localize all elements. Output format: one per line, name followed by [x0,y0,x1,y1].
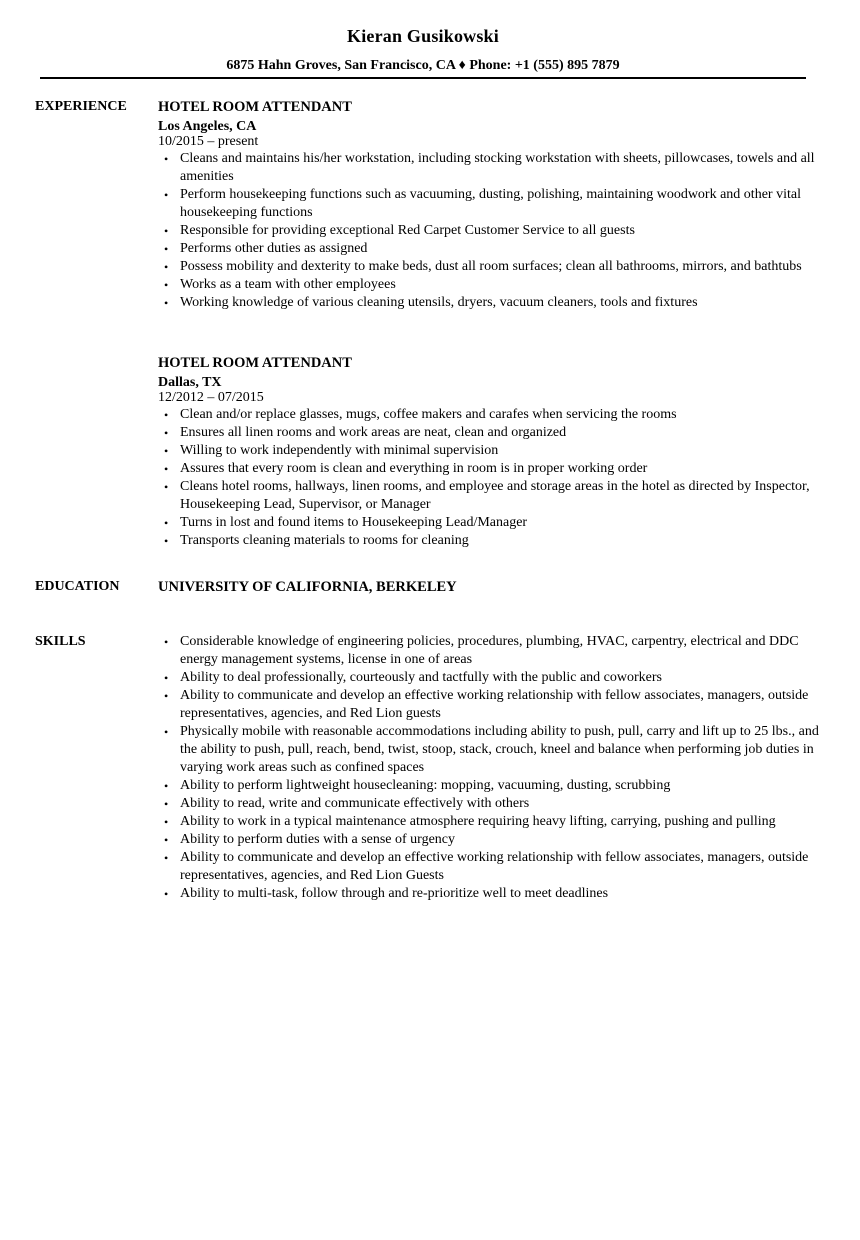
list-item: • Ability to multi-task, follow through and re-prioritize well to meet deadlines [180,885,820,903]
school-name: UNIVERSITY OF CALIFORNIA, BERKELEY [158,579,457,595]
list-item: • Transports cleaning materials to rooms for cleaning [180,532,820,550]
job-dates: 12/2012 – 07/2015 [158,390,264,405]
list-item: • Performs other duties as assigned [180,240,820,258]
candidate-name: Kieran Gusikowski [347,26,499,46]
list-item: • Possess mobility and dexterity to make beds, dust all room surfaces; clean all bathrooms, mirrors, and bathtubs [180,258,820,276]
list-item: • Perform housekeeping functions such as vacuuming, dusting, polishing, maintaining woodwork and other vital housekeeping functions [180,186,820,222]
list-item: • Physically mobile with reasonable accommodations including ability to push, pull, carry and lift up to 25 lbs., and the ability to push, pull, reach, bend, twist, stoop, stack, crouch, kneel and balance when performing job duties in varying work areas such as confined spaces [180,723,820,777]
section-label-skills: SKILLS [35,634,86,649]
list-item: • Clean and/or replace glasses, mugs, coffee makers and carafes when servicing the rooms [180,406,820,424]
list-item: • Ability to communicate and develop an effective working relationship with fellow associates, managers, outside representatives, agencies, and Red Lion Guests [180,849,820,885]
job-duties-list [180,406,820,550]
list-item: • Ability to perform duties with a sense of urgency [180,831,820,849]
job-duties-list [180,150,820,312]
list-item: • Ability to deal professionally, courteously and tactfully with the public and coworkers [180,669,820,687]
list-item: • Considerable knowledge of engineering policies, procedures, plumbing, HVAC, carpentry, electrical and DDC energy management systems, license in one of areas [180,633,820,669]
list-item: • Ability to communicate and develop an effective working relationship with fellow associates, managers, outside representatives, agencies, and Red Lion guests [180,687,820,723]
list-item: • Working knowledge of various cleaning utensils, dryers, vacuum cleaners, tools and fixtures [180,294,820,312]
list-item: • Responsible for providing exceptional Red Carpet Customer Service to all guests [180,222,820,240]
job-title: HOTEL ROOM ATTENDANT [158,99,352,115]
job-location: Los Angeles, CA [158,119,257,134]
list-item: • Willing to work independently with minimal supervision [180,442,820,460]
job-dates: 10/2015 – present [158,134,259,149]
section-label-experience: EXPERIENCE [35,99,127,114]
job-location: Dallas, TX [158,375,222,390]
contact-line: 6875 Hahn Groves, San Francisco, CA ♦ Phone: +1 (555) 895 7879 [226,58,620,73]
skills-list [180,633,820,903]
list-item: • Works as a team with other employees [180,276,820,294]
list-item: • Cleans and maintains his/her workstation, including stocking workstation with sheets, pillowcases, towels and all amenities [180,150,820,186]
list-item: • Ability to read, write and communicate effectively with others [180,795,820,813]
header-divider [40,77,806,79]
list-item: • Turns in lost and found items to Housekeeping Lead/Manager [180,514,820,532]
list-item: • Assures that every room is clean and everything in room is in proper working order [180,460,820,478]
list-item: • Ability to work in a typical maintenance atmosphere requiring heavy lifting, carrying, pushing and pulling [180,813,820,831]
list-item: • Ability to perform lightweight housecleaning: mopping, vacuuming, dusting, scrubbing [180,777,820,795]
list-item: • Ensures all linen rooms and work areas are neat, clean and organized [180,424,820,442]
section-label-education: EDUCATION [35,579,120,594]
list-item: • Cleans hotel rooms, hallways, linen rooms, and employee and storage areas in the hotel as directed by Inspector, Housekeeping Lead, Supervisor, or Manager [180,478,820,514]
job-title: HOTEL ROOM ATTENDANT [158,355,352,371]
